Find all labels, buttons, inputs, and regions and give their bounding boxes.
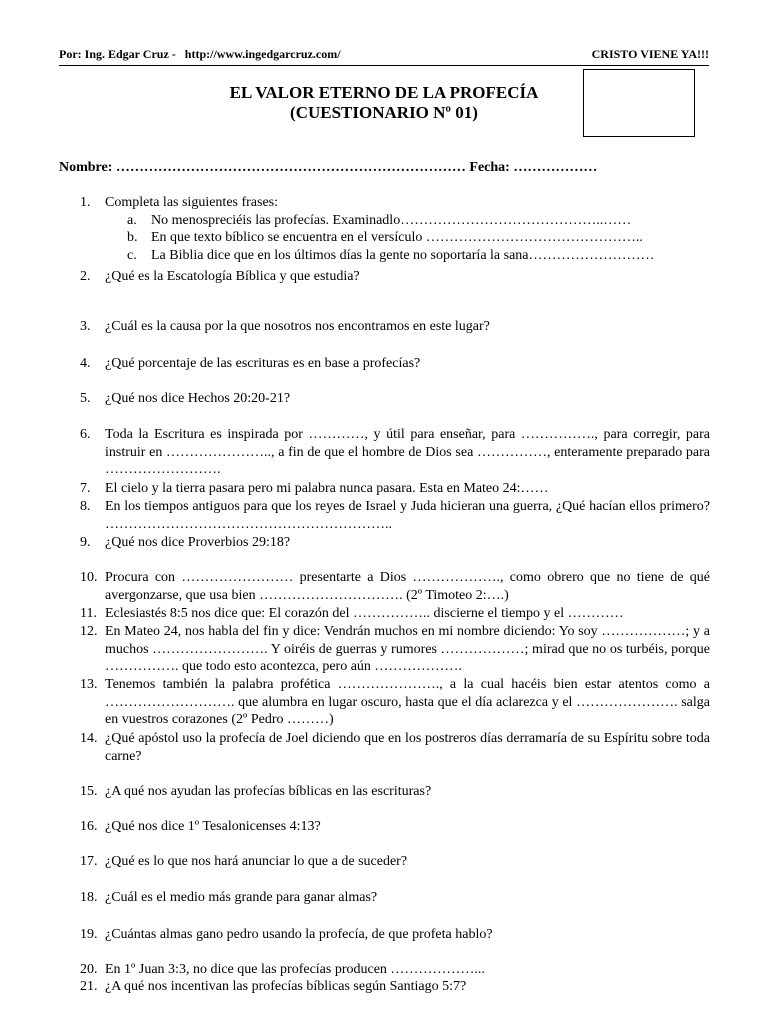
question-19 xyxy=(80,926,710,944)
question-21 xyxy=(80,978,710,996)
name-date-line: Nombre: ………………………………………………………………… Fecha: ……………… xyxy=(59,160,598,175)
question-text: ¿Qué es la Escatología Bíblica y que estudia? xyxy=(105,269,360,284)
question-text: En los tiempos antiguos para que los reyes de Israel y Juda hicieran una guerra, ¿Qué hacían ellos primero? …………………………………………………….. xyxy=(105,499,710,532)
question-number: 8. xyxy=(80,499,91,514)
question-10 xyxy=(80,569,710,604)
subitem-b xyxy=(105,229,710,247)
question-16 xyxy=(80,818,710,836)
question-number: 5. xyxy=(80,391,91,406)
question-number: 20. xyxy=(80,962,98,977)
question-number: 21. xyxy=(80,979,98,994)
question-number: 6. xyxy=(80,427,91,442)
question-14 xyxy=(80,730,710,765)
question-text: ¿A qué nos ayudan las profecías bíblicas en las escrituras? xyxy=(105,784,432,799)
question-text: En 1º Juan 3:3, no dice que las profecías producen ………………... xyxy=(105,962,485,977)
question-number: 4. xyxy=(80,356,91,371)
question-7 xyxy=(80,480,710,498)
title-line-2: (CUESTIONARIO Nº 01) xyxy=(290,103,478,122)
subitem-letter: b. xyxy=(127,230,138,245)
question-number: 11. xyxy=(80,606,97,621)
question-1 xyxy=(80,194,710,264)
question-text: ¿Cuántas almas gano pedro usando la profecía, de que profeta hablo? xyxy=(105,927,493,942)
question-text: ¿Qué nos dice 1º Tesalonicenses 4:13? xyxy=(105,819,321,834)
subitem-a xyxy=(105,212,710,230)
question-18 xyxy=(80,889,710,907)
header-author: Por: Ing. Edgar Cruz - xyxy=(59,47,176,61)
question-number: 10. xyxy=(80,570,98,585)
question-text: ¿A qué nos incentivan las profecías bíblicas según Santiago 5:7? xyxy=(105,979,467,994)
question-3 xyxy=(80,318,710,336)
question-4 xyxy=(80,355,710,373)
question-number: 17. xyxy=(80,854,98,869)
question-number: 13. xyxy=(80,677,98,692)
question-text: En Mateo 24, nos habla del fin y dice: Vendrán muchos en mi nombre diciendo: Yo soy ………………; y a muchos ……………………. Y oiréis de guerras y rumores ………………; mirad que no os turbéis, porque ……………. que todo esto acontezca, pero aún ………………. xyxy=(105,624,710,674)
question-text: ¿Qué nos dice Proverbios 29:18? xyxy=(105,535,291,550)
question-15 xyxy=(80,783,710,801)
subitem-letter: c. xyxy=(127,247,137,263)
question-text: ¿Qué es lo que nos hará anunciar lo que a de suceder? xyxy=(105,854,408,869)
question-5 xyxy=(80,390,710,408)
question-text: ¿Cuál es la causa por la que nosotros nos encontramos en este lugar? xyxy=(105,319,490,334)
question-2 xyxy=(80,268,710,286)
question-number: 19. xyxy=(80,927,98,942)
question-number: 7. xyxy=(80,481,91,496)
question-6 xyxy=(80,426,710,479)
subitem-c xyxy=(105,247,710,265)
question-number: 9. xyxy=(80,535,91,550)
question-11 xyxy=(80,605,710,623)
title-line-1: EL VALOR ETERNO DE LA PROFECÍA xyxy=(229,83,539,102)
page-header xyxy=(59,47,709,66)
subitem-text: La Biblia dice que en los últimos días la gente no soportaría la sana……………………… xyxy=(151,247,655,263)
question-9 xyxy=(80,534,710,552)
header-url[interactable]: http://www.ingedgarcruz.com/ xyxy=(184,47,341,61)
photo-box xyxy=(583,69,695,137)
question-number: 12. xyxy=(80,624,98,639)
question-text: ¿Qué nos dice Hechos 20:20-21? xyxy=(105,391,291,406)
question-text: Completa las siguientes frases: xyxy=(105,195,279,210)
question-text: El cielo y la tierra pasara pero mi palabra nunca pasara. Esta en Mateo 24:…… xyxy=(105,481,549,496)
subitem-text: No menospreciéis las profecías. Examinadlo……………………………………..…… xyxy=(151,212,632,228)
question-number: 1. xyxy=(80,195,91,210)
question-17 xyxy=(80,853,710,871)
question-number: 3. xyxy=(80,319,91,334)
question-20 xyxy=(80,961,710,979)
subitem-letter: a. xyxy=(127,212,137,228)
question-number: 16. xyxy=(80,819,98,834)
subitem-text: En que texto bíblico se encuentra en el versículo ……………………………………….. xyxy=(151,230,643,245)
question-number: 14. xyxy=(80,731,98,746)
question-number: 18. xyxy=(80,890,98,905)
question-text: Procura con …………………… presentarte a Dios ………………., como obrero que no tiene de qué avergonzarse, que usa bien …………………………. (2º Timoteo 2:….) xyxy=(105,570,710,603)
question-number: 15. xyxy=(80,784,98,799)
header-motto: CRISTO VIENE YA!!! xyxy=(591,47,709,61)
question-text: Toda la Escritura es inspirada por …………, y útil para enseñar, para ……………., para corregir, para instruir en ………………….., a fin de que el hombre de Dios sea ……………, enteramente preparado para ……………………. xyxy=(105,427,710,477)
question-text: Eclesiastés 8:5 nos dice que: El corazón del …………….. discierne el tiempo y el ………… xyxy=(105,606,624,621)
question-text: Tenemos también la palabra profética …………………., a la cual hacéis bien estar atentos como a ………………………. que alumbra en lugar oscuro, hasta que el día aclarezca y el …………………. salga en vuestros corazones (2º Pedro ………) xyxy=(105,677,710,727)
question-13 xyxy=(80,676,710,729)
question-8 xyxy=(80,498,710,533)
question-text: ¿Qué apóstol uso la profecía de Joel diciendo que en los postreros días derramaría de su Espíritu sobre toda carne? xyxy=(105,731,710,764)
question-number: 2. xyxy=(80,269,91,284)
question-12 xyxy=(80,623,710,676)
question-text: ¿Qué porcentaje de las escrituras es en base a profecías? xyxy=(105,356,421,371)
question-text: ¿Cuál es el medio más grande para ganar almas? xyxy=(105,890,378,905)
header-author-url xyxy=(59,47,341,62)
